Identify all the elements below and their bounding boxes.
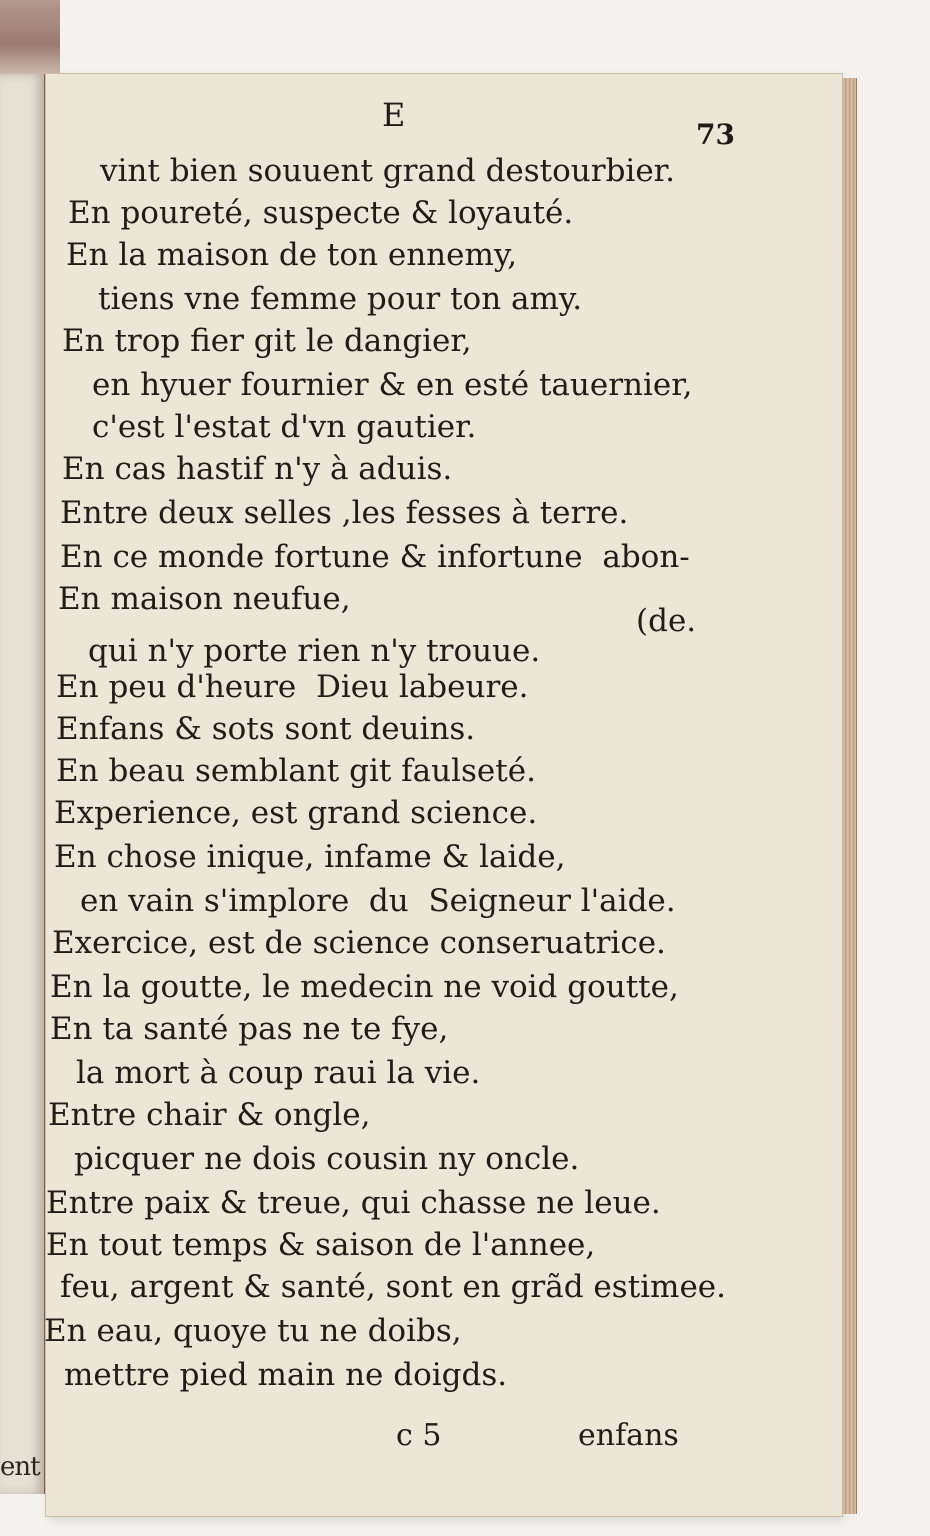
text-line: qui n'y porte rien n'y trouue. <box>88 633 541 669</box>
text-line: c'est l'estat d'vn gautier. <box>92 409 477 445</box>
text-line: en hyuer fournier & en esté tauernier, <box>92 367 693 403</box>
page-block-edge <box>842 78 857 1514</box>
text-line: (de. <box>636 603 697 639</box>
text-line: En cas hastif n'y à aduis. <box>62 451 453 487</box>
text-line: En eau, quoye tu ne doibs, <box>44 1313 462 1349</box>
text-line: en vain s'implore du Seigneur l'aide. <box>80 883 676 919</box>
previous-page-edge <box>0 74 46 1494</box>
text-line: En beau semblant git faulseté. <box>56 753 536 789</box>
text-line: tiens vne femme pour ton amy. <box>98 281 583 317</box>
text-line: En la maison de ton ennemy, <box>66 237 518 273</box>
text-line: En tout temps & saison de l'annee, <box>46 1227 596 1263</box>
text-line: feu, argent & santé, sont en grãd estimee. <box>60 1269 727 1305</box>
text-line: Experience, est grand science. <box>54 795 538 831</box>
page-number: 73 <box>696 118 735 151</box>
running-head-letter: E <box>382 96 406 134</box>
text-line: En maison neufue, <box>58 581 351 617</box>
text-line: En ce monde fortune & infortune abon- <box>60 539 690 575</box>
text-line: En peu d'heure Dieu labeure. <box>56 669 529 705</box>
binding-corner <box>0 0 60 80</box>
text-line: En la goutte, le medecin ne void goutte, <box>50 969 679 1005</box>
catchword: enfans <box>578 1418 679 1453</box>
text-line: En chose inique, infame & laide, <box>54 839 566 875</box>
previous-page-fragment: ent <box>0 1452 40 1482</box>
text-line: mettre pied main ne doigds. <box>64 1357 508 1393</box>
text-line: Enfans & sots sont deuins. <box>56 711 476 747</box>
text-line: Entre chair & ongle, <box>48 1097 371 1133</box>
text-line: En ta santé pas ne te fye, <box>50 1011 449 1047</box>
text-line: En poureté, suspecte & loyauté. <box>68 195 574 231</box>
text-line: la mort à coup raui la vie. <box>76 1055 481 1091</box>
text-line: vint bien souuent grand destourbier. <box>100 153 675 189</box>
text-line: picquer ne dois cousin ny oncle. <box>74 1141 580 1177</box>
text-line: Entre paix & treue, qui chasse ne leue. <box>46 1185 661 1221</box>
text-line: En trop fier git le dangier, <box>62 323 472 359</box>
text-line: Exercice, est de science conseruatrice. <box>52 925 666 961</box>
signature-mark: c 5 <box>396 1418 442 1453</box>
text-line: Entre deux selles ,les fesses à terre. <box>60 495 629 531</box>
